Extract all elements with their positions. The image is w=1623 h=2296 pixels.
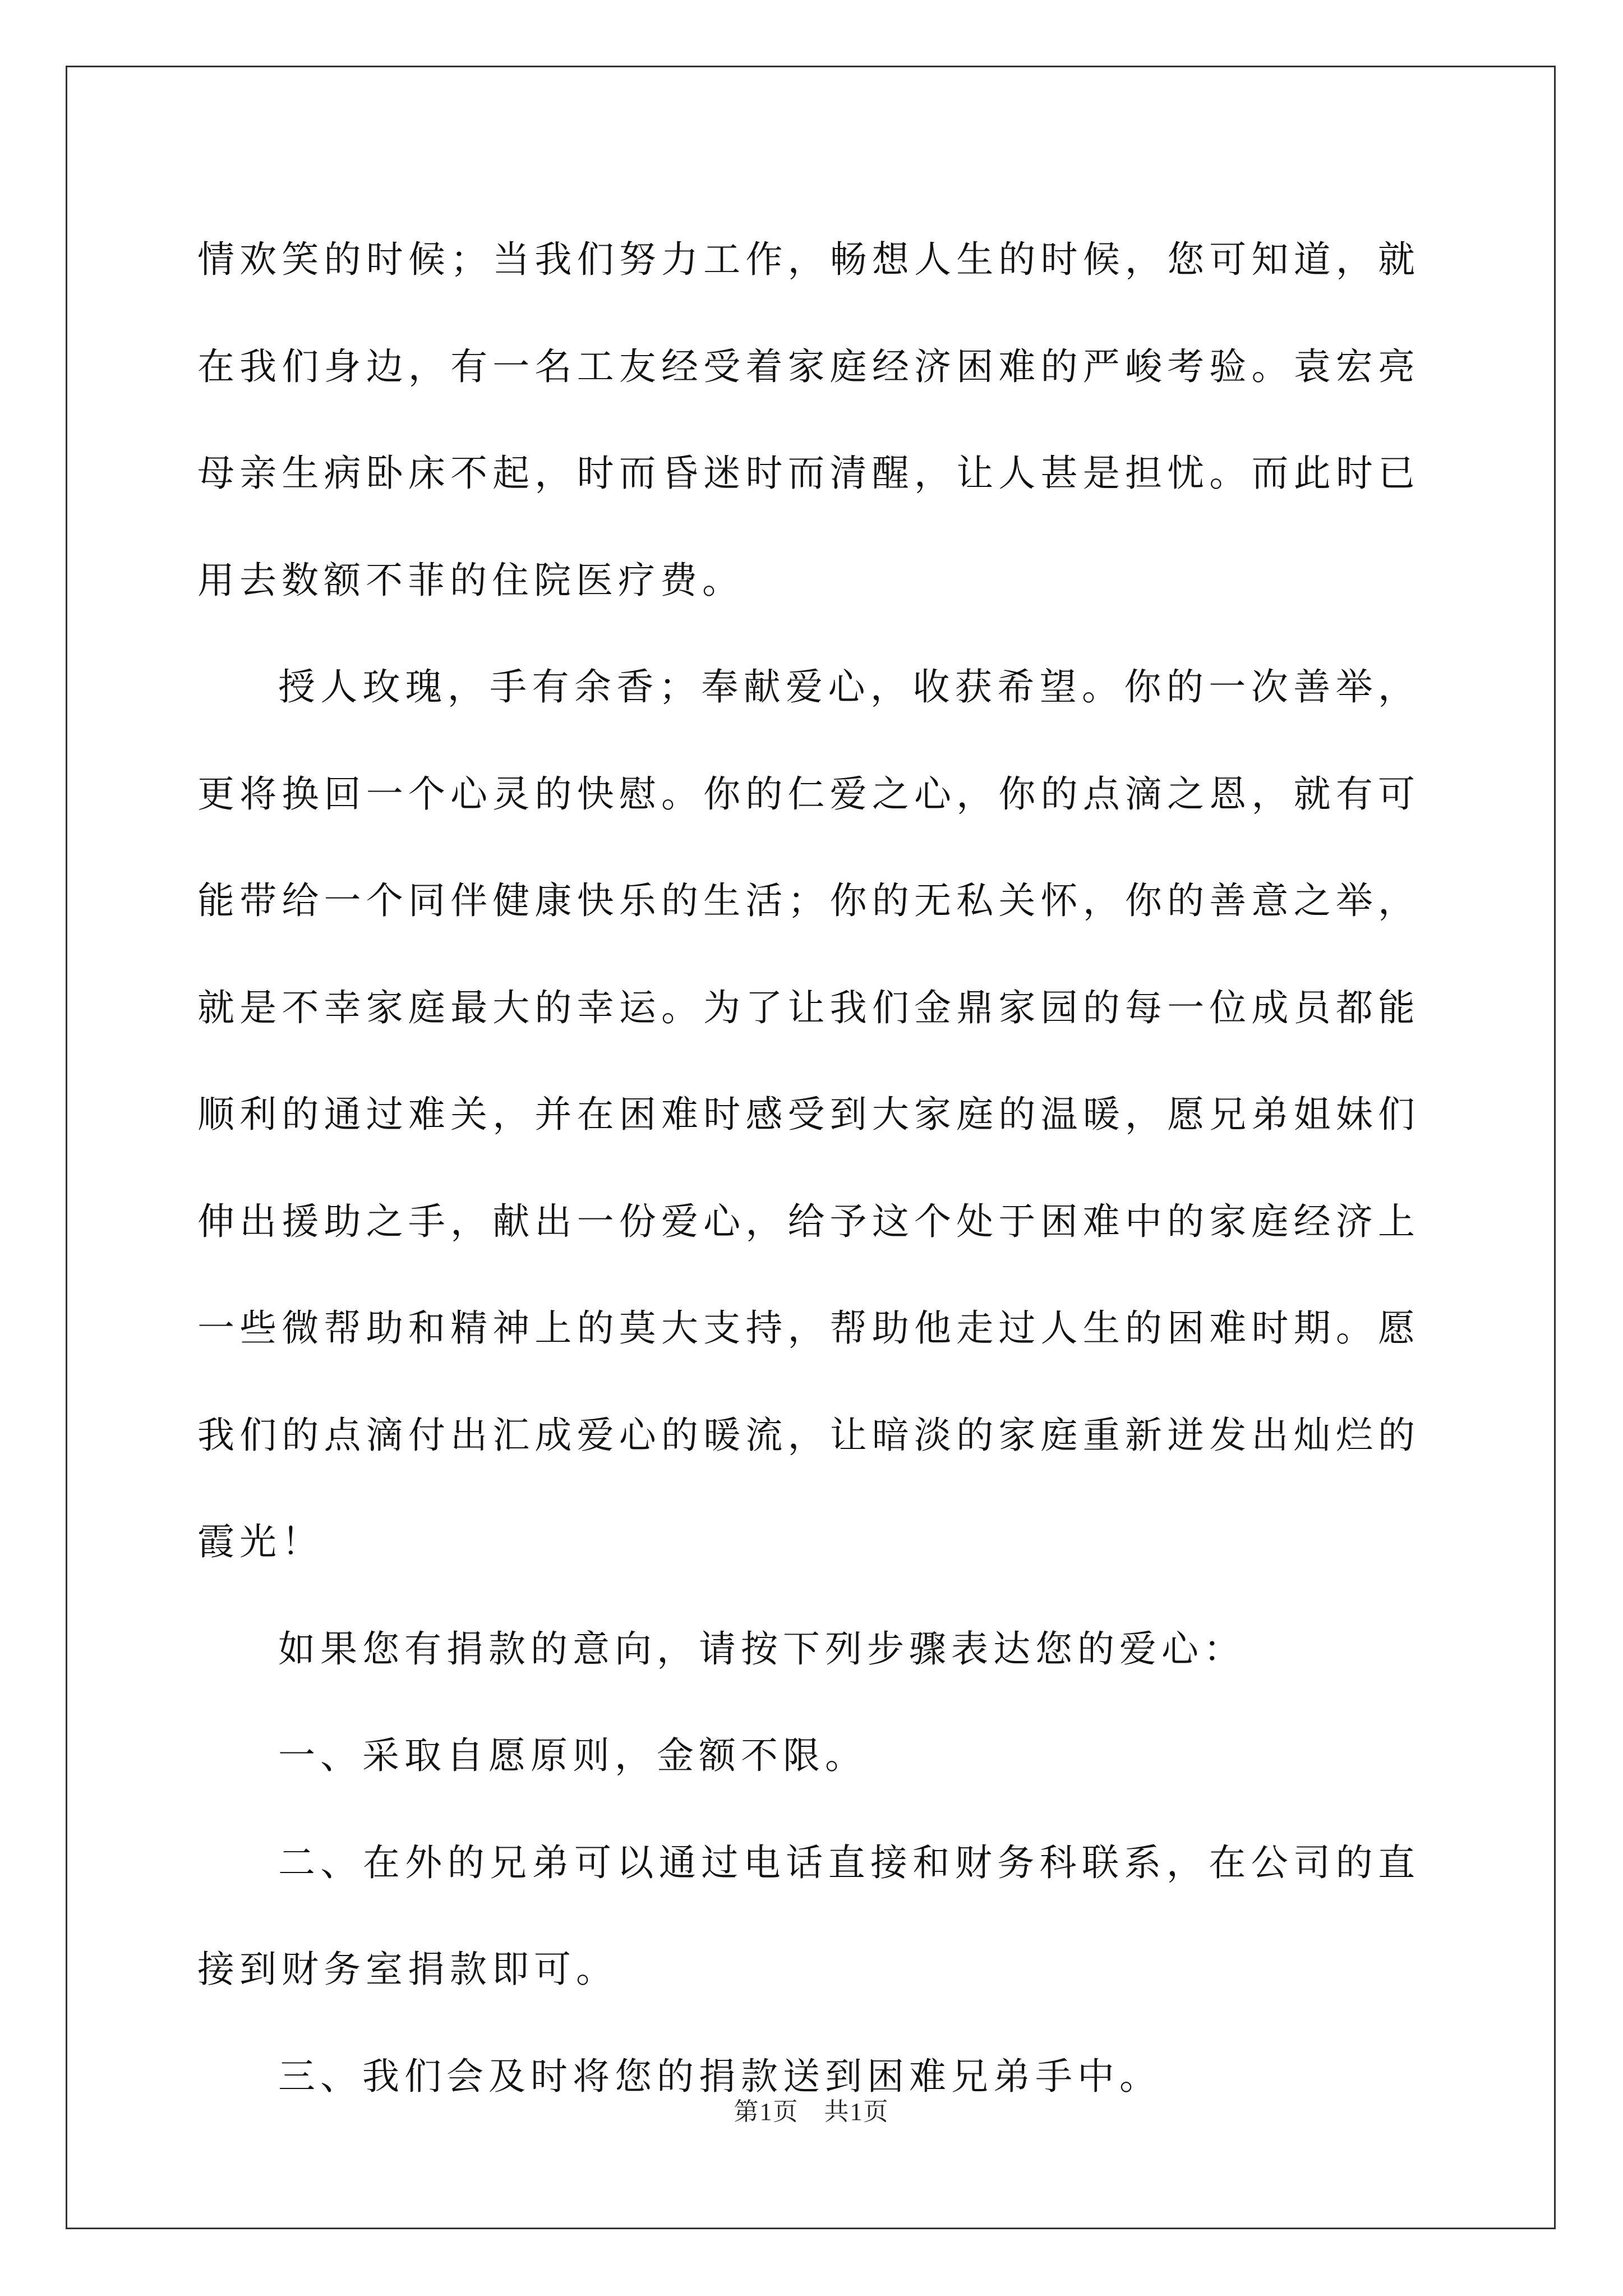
paragraph-donation-steps-intro: 如果您有捐款的意向，请按下列步骤表达您的爱心：: [278, 1627, 1246, 1671]
page-footer: [0, 2091, 1623, 2127]
paragraph-step-two: 二、在外的兄弟可以通过电话直接和财务科联系，在公司的直接到财务室捐款即可。: [197, 1841, 1420, 1991]
page-total: 共1页: [824, 2098, 889, 2125]
paragraph-intro-continued: 情欢笑的时候；当我们努力工作，畅想人生的时候，您可知道，就在我们身边，有一名工友经受着家庭经济困难的严峻考验。袁宏亮母亲生病卧床不起，时而昏迷时而清醒，让人甚是担忧。而此时已用去数额不菲的住院医疗费。: [197, 238, 1420, 602]
paragraph-step-three: 三、我们会及时将您的捐款送到困难兄弟手中。: [278, 2054, 1161, 2098]
document-body: [197, 206, 1420, 2130]
paragraph-appeal: 授人玫瑰，手有余香；奉献爱心，收获希望。你的一次善举，更将换回一个心灵的快慰。你的仁爱之心，你的点滴之恩，就有可能带给一个同伴健康快乐的生活；你的无私关怀，你的善意之举，就是不幸家庭最大的幸运。为了让我们金鼎家园的每一位成员都能顺利的通过难关，并在困难时感受到大家庭的温暖，愿兄弟姐妹们伸出援助之手，献出一份爱心，给予这个处于困难中的家庭经济上一些微帮助和精神上的莫大支持，帮助他走过人生的困难时期。愿我们的点滴付出汇成爱心的暖流，让暗淡的家庭重新迸发出灿烂的霞光！: [197, 665, 1420, 1563]
page-number: 第1页: [734, 2098, 799, 2125]
paragraph-step-one: 一、采取自愿原则，金额不限。: [278, 1734, 867, 1777]
